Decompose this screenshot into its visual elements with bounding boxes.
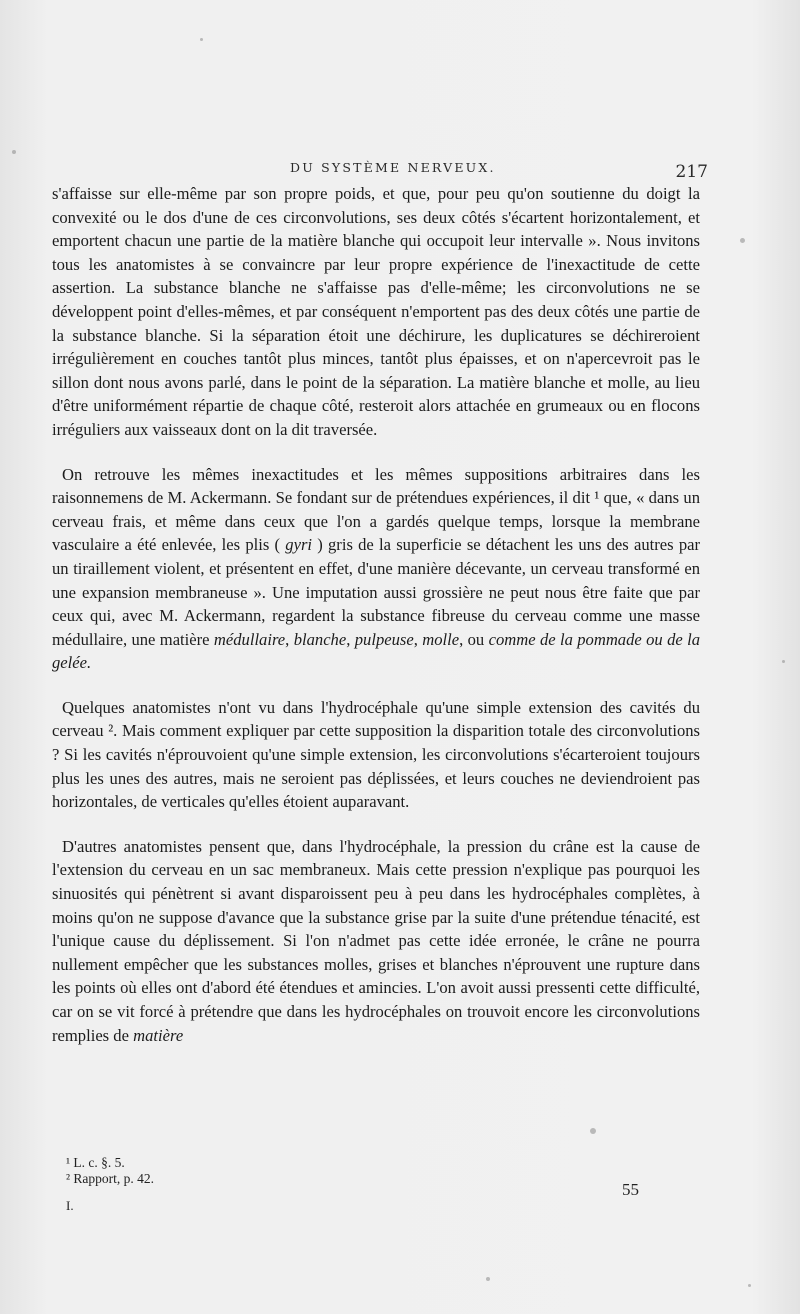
- paper-speck: [740, 238, 745, 243]
- italic-run: médullaire: [213, 629, 286, 649]
- paper-speck: [748, 1284, 751, 1287]
- paper-speck: [486, 1277, 490, 1281]
- text-run: ,: [285, 629, 294, 649]
- italic-run: molle: [422, 629, 460, 649]
- text-run: On retrouve les mêmes inexactitudes et les mêmes suppositions arbitraires dans les raisonnemens de M. Ackermann. Se fondant sur de prétendues expériences, il dit ¹ que, « dans un cerveau frais, et même dans ceux que l'on a gardés quelque temps, lorsque la membrane vasculaire a été enlevée, les plis (: [52, 464, 700, 555]
- footnote: ² Rapport, p. 42.: [66, 1171, 155, 1186]
- paragraph: [52, 463, 700, 675]
- paper-speck: [12, 150, 16, 154]
- italic-run: comme de la pommade ou de la gelée.: [52, 629, 701, 673]
- italic-run: matière: [133, 1025, 184, 1045]
- running-header: [52, 160, 712, 184]
- italic-run: gyri: [285, 535, 313, 555]
- text-run: , ou: [459, 629, 489, 649]
- text-run: D'autres anatomistes pensent que, dans l'hydrocéphale, la pression du crâne est la cause de l'extension du cerveau en un sac membraneux. Mais cette pression n'explique pas pourquoi les sinuosités qui pénètrent si avant disparoissent peu à peu dans les hydrocéphales complètes, à moins qu'on ne suppose d'avance que la substance grise par la suite d'une prétendue ténacité, est l'unique cause du déplissement. Si l'on n'admet pas cette idée erronée, le crâne ne pourra nullement empêcher que les substances molles, grises et blanches n'éprouvent une rupture dans les points où elles ont d'abord été étendues et amincies. L'on avoit aussi pressenti cette difficulté, car on se vit forcé à prétendre que dans les hydrocéphales on trouvoit encore les circonvolutions remplies de: [52, 836, 700, 1045]
- footnote: ¹ L. c. §. 5.: [66, 1155, 125, 1170]
- paper-speck: [782, 660, 785, 663]
- text-run: ,: [413, 629, 423, 649]
- page-number: 217: [675, 162, 708, 182]
- signature-mark: I.: [66, 1198, 74, 1213]
- paragraph: [52, 696, 700, 814]
- sheet-number: 55: [622, 1180, 639, 1199]
- italic-run: blanche: [293, 629, 347, 649]
- text-run: ) gris de la superficie se détachent les uns des autres par un tiraillement violent, et présentent en effet, d'une manière décevante, un cerveau transformé en une expansion membraneuse ». Une imputation aussi grossière ne peut nous être faite que par ceux qui, avec M. Ackermann, regardent la substance fibreuse du cerveau comme une masse médullaire, une matière: [52, 535, 701, 649]
- text-run: Quelques anatomistes n'ont vu dans l'hydrocéphale qu'une simple extension des cavités du cerveau ². Mais comment expliquer par cette supposition la disparition totale des circonvolutions ? Si les cavités n'éprouvoient qu'une simple extension, les circonvolutions s'écarteroient toujours plus les unes des autres, mais ne seroient pas déplissées, et leurs couches ne deviendroient pas horizontales, de verticales qu'elles étoient auparavant.: [52, 697, 700, 812]
- text-run: s'affaisse sur elle-même par son propre poids, et que, pour peu qu'on soutienne du doigt la convexité ou le dos d'une de ces circonvolutions, ses deux côtés s'écartent horizontalement, et emportent chacun une partie de la matière blanche qui occupoit leur intervalle ». Nous invitons tous les anatomistes à se convaincre par leur propre expérience de l'inexactitude de cette assertion. La substance blanche ne s'affaisse pas d'elle-même; les circonvolutions ne se développent point d'elles-mêmes, et par conséquent n'emportent pas des deux côtés une partie de la substance blanche. Si la séparation étoit une déchirure, les duplicatures se déchireroient irrégulièrement en couches tantôt plus minces, tantôt plus épaisses, et on n'apercevroit pas le sillon dont nous avons parlé, dans le point de la séparation. La matière blanche et molle, au lieu d'être uniformément répartie de chaque côté, resteroit alors attachée en grumeaux ou en flocons irréguliers aux vaisseaux dont on la dit traversée.: [52, 184, 700, 439]
- italic-run: pulpeuse: [354, 629, 414, 649]
- paper-speck: [200, 38, 203, 41]
- body-text: [52, 182, 700, 1047]
- paragraph: [52, 835, 700, 1047]
- text-run: ,: [346, 629, 355, 649]
- footnotes: [66, 1155, 154, 1187]
- running-title: DU SYSTÈME NERVEUX.: [290, 160, 496, 175]
- paper-speck: [590, 1128, 596, 1134]
- paragraph: [52, 182, 700, 442]
